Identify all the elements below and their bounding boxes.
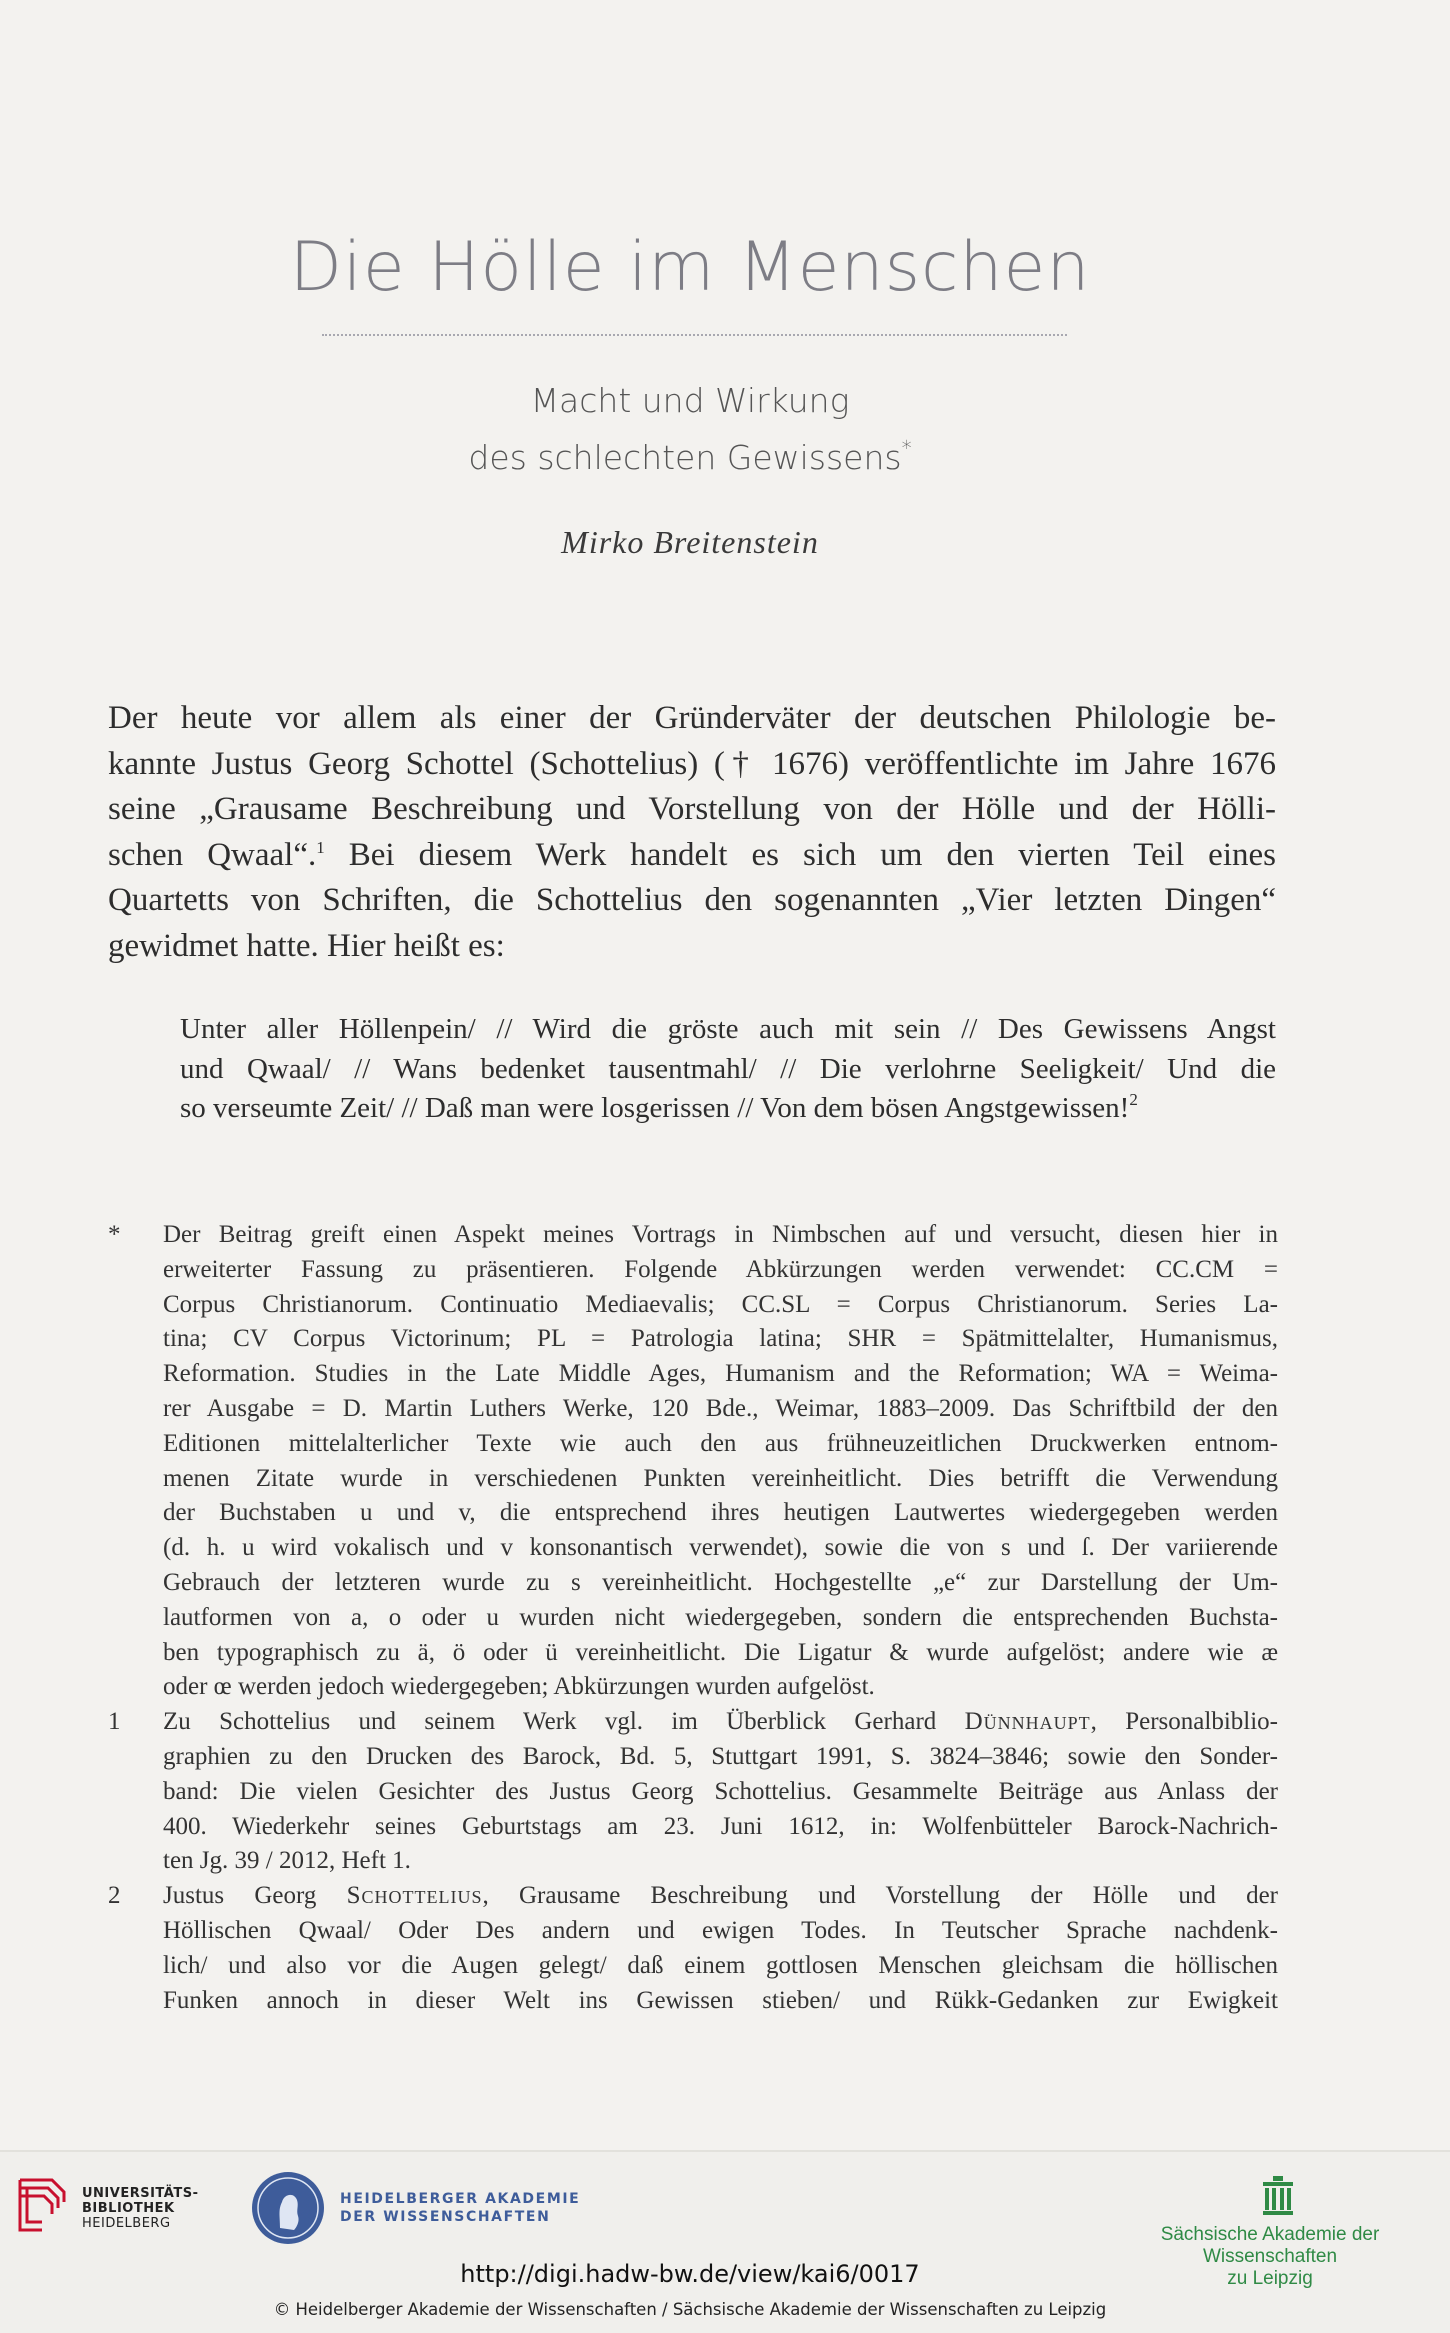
body-line: Quartetts von Schriften, die Schottelius den sogenannten „Vier letzten Dingen“ [108, 882, 1276, 918]
footnote-2 [108, 1879, 1278, 2018]
saxon-academy-building-icon[interactable] [1261, 2176, 1295, 2216]
article-subtitle [0, 372, 1380, 486]
footnote-text: , Personalbiblio- [1090, 1708, 1278, 1736]
copyright-notice: © Heidelberger Akademie der Wissenschaften / Sächsische Akademie der Wissenschaften zu Leipzig [273, 2300, 1107, 2319]
footnote-text: Justus Georg [163, 1882, 347, 1910]
footnote-line: ten Jg. 39 / 2012, Heft 1. [163, 1847, 411, 1875]
body-line: gewidmet hatte. Hier heißt es: [108, 927, 505, 964]
footnote-marker: * [108, 1221, 121, 1248]
footnote-line: Corpus Christianorum. Continuatio Mediaevalis; CC.SL = Corpus Christianorum. Series La- [163, 1290, 1278, 1318]
heidelberg-academy-name[interactable] [340, 2190, 580, 2226]
hadw-line: HEIDELBERGER AKADEMIE [340, 2191, 581, 2207]
saw-line: zu Leipzig [1227, 2268, 1313, 2289]
hadw-line: DER WISSENSCHAFTEN [340, 2209, 551, 2225]
ub-line: BIBLIOTHEK [82, 2201, 175, 2216]
footnote-line: 400. Wiederkehr seines Geburtstags am 23. Juni 1612, in: Wolfenbütteler Barock-Nachrich- [163, 1812, 1278, 1840]
footnote-marker: 2 [108, 1882, 121, 1910]
title-divider [322, 334, 1067, 336]
academy-seal-icon[interactable] [250, 2170, 326, 2246]
footnote-author-name: Schottelius [346, 1882, 483, 1910]
subtitle-line: Macht und Wirkung [530, 381, 850, 420]
subtitle-footnote-mark: * [901, 436, 912, 460]
quote-line: Unter aller Höllenpein/ // Wird die gröste auch mit sein // Des Gewissens Angst [180, 1013, 1276, 1045]
footnote-line: graphien zu den Drucken des Barock, Bd. 5, Stuttgart 1991, S. 3824–3846; sowie den Sonder- [163, 1742, 1278, 1770]
footnote-line [163, 1705, 1278, 1740]
footnote-line: menen Zitate wurde in verschiedenen Punkten vereinheitlicht. Dies betrifft die Verwendung [163, 1464, 1278, 1492]
block-quote [180, 1010, 1276, 1129]
footnote-text: Zu Schottelius und seinem Werk vgl. im Überblick Gerhard [163, 1708, 965, 1736]
footnote-line: der Buchstaben u und v, die entsprechend ihres heutigen Lautwertes wiedergegeben werden [163, 1499, 1278, 1527]
ub-line: UNIVERSITÄTS- [82, 2186, 199, 2201]
body-line: kannte Justus Georg Schottel (Schottelius) († 1676) veröffentlichte im Jahre 1676 [108, 745, 1276, 782]
footnote-line: Höllischen Qwaal/ Oder Des andern und ewigen Todes. In Teutscher Sprache nachdenk- [163, 1916, 1278, 1944]
footnote-line: erweiterter Fassung zu präsentieren. Folgende Abkürzungen werden verwendet: CC.CM = [163, 1255, 1278, 1283]
article-title: Die Hölle im Menschen [289, 228, 1091, 307]
footnote-line: Gebrauch der letzteren wurde zu s vereinheitlicht. Hochgestellte „e“ zur Darstellung der Um- [163, 1568, 1278, 1596]
footnote-line: Reformation. Studies in the Late Middle Ages, Humanism and the Reformation; WA = Weima- [163, 1360, 1278, 1388]
footnote-star [108, 1218, 1278, 1705]
subtitle-line [0, 429, 1380, 486]
body-paragraph [108, 696, 1276, 969]
article-author: Mirko Breitenstein [561, 524, 819, 560]
subtitle-line-text: des schlechten Gewissens [468, 438, 902, 477]
footnote-line: lautformen von a, o oder u wurden nicht wiedergegeben, sondern die entsprechenden Buchsta- [163, 1603, 1278, 1631]
university-library-name[interactable] [82, 2186, 198, 2231]
body-line-segment: Bei diesem Werk handelt es sich um den vierten Teil eines [324, 836, 1276, 873]
footnote-line: Editionen mittelalterlicher Texte wie auch den aus frühneuzeitlichen Druckwerken entnom- [163, 1429, 1278, 1457]
footnote-line: (d. h. u wird vokalisch und v konsonantisch verwendet), sowie die von s und ſ. Der variierende [163, 1534, 1278, 1562]
body-line [108, 833, 1276, 879]
footnote-ref-1: 1 [316, 837, 325, 857]
quote-line [180, 1089, 1276, 1129]
footnote-marker: 1 [108, 1708, 121, 1736]
viewer-footer [0, 2150, 1450, 2333]
quote-line-text: so verseumte Zeit/ // Daß man were losgerissen // Von dem bösen Angstgewissen! [180, 1092, 1130, 1124]
footnote-line: lich/ und also vor die Augen gelegt/ daß einem gottlosen Menschen gleichsam die höllischen [163, 1951, 1278, 1979]
footnote-line: ben typographisch zu ä, ö oder ü vereinheitlicht. Die Ligatur & wurde aufgelöst; andere wie æ [163, 1638, 1278, 1666]
body-line: Der heute vor allem als einer der Gründerväter der deutschen Philologie be- [108, 700, 1276, 736]
footnote-line: rer Ausgabe = D. Martin Luthers Werke, 120 Bde., Weimar, 1883–2009. Das Schriftbild der den [163, 1394, 1278, 1422]
footnote-ref-2: 2 [1129, 1090, 1138, 1109]
saw-line: Sächsische Akademie der Wissenschaften [1160, 2224, 1380, 2267]
body-line-segment: schen Qwaal“. [108, 836, 317, 873]
footnote-line: Der Beitrag greift einen Aspekt meines Vortrags in Nimbschen auf und versucht, diesen hier in [163, 1221, 1278, 1248]
footnote-line: band: Die vielen Gesichter des Justus Georg Schottelius. Gesammelte Beiträge aus Anlass der [163, 1777, 1278, 1805]
ub-line: HEIDELBERG [82, 2216, 171, 2231]
permalink-url[interactable]: http://digi.hadw-bw.de/view/kai6/0017 [460, 2260, 920, 2288]
footnotes [108, 1218, 1278, 2018]
quote-line: und Qwaal/ // Wans bedenket tausentmahl/ // Die verlohrne Seeligkeit/ Und die [180, 1052, 1276, 1085]
footnote-author-name: Dünnhaupt [964, 1708, 1091, 1736]
footnote-text: , Grausame Beschreibung und Vorstellung der Hölle und der [482, 1882, 1278, 1910]
footnote-line: tina; CV Corpus Victorinum; PL = Patrologia latina; SHR = Spätmittelalter, Humanismus, [163, 1325, 1278, 1353]
footnote-line: Funken annoch in dieser Welt ins Gewissen stieben/ und Rükk-Gedanken zur Ewigkeit [163, 1986, 1278, 2014]
footnote-1 [108, 1705, 1278, 1879]
footnote-line [163, 1879, 1278, 1914]
body-line: seine „Grausame Beschreibung und Vorstellung von der Hölle und der Hölli- [108, 791, 1276, 827]
university-library-logo-icon[interactable] [14, 2172, 72, 2238]
footnote-line: oder œ werden jedoch wiedergegeben; Abkürzungen wurden aufgelöst. [163, 1673, 875, 1701]
